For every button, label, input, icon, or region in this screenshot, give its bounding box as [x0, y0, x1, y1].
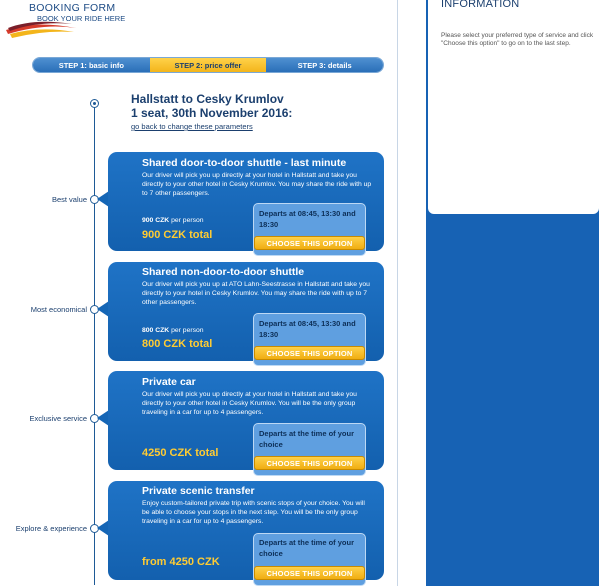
choose-option-button[interactable]: CHOOSE THIS OPTION	[254, 456, 365, 470]
booking-form-title: BOOKING FORM	[29, 2, 116, 14]
category-label-best-value: Best value	[51, 195, 87, 204]
change-parameters-link[interactable]: go back to change these parameters	[131, 122, 253, 131]
per-person-suffix: per person	[169, 217, 204, 224]
booking-form-subtitle: BOOK YOUR RIDE HERE	[37, 14, 126, 23]
option-total-price: from 4250 CZK	[142, 556, 220, 568]
option-title: Shared door-to-door shuttle - last minute	[142, 157, 347, 169]
option-title: Shared non-door-to-door shuttle	[142, 266, 305, 278]
timeline-origin-icon	[90, 99, 99, 108]
per-person-amount: 900 CZK	[142, 217, 170, 224]
option-description: Enjoy custom-tailored private trip with scenic stops of your choice. You will be able to choose your stops in the next step. You will be the only group traveling in a car for up to 4 passengers.	[142, 500, 365, 525]
option-description: Our driver will pick you up at ATO Lahn-Seestrasse in Hallstatt and take you directly to your hotel in Cesky Krumlov. You may share the ride with up to 7 other passengers.	[142, 281, 370, 306]
choose-option-button[interactable]: CHOOSE THIS OPTION	[254, 236, 365, 250]
per-person-price	[142, 217, 204, 224]
choose-option-button[interactable]: CHOOSE THIS OPTION	[254, 566, 365, 580]
timeline-line	[94, 103, 95, 585]
choose-option-button[interactable]: CHOOSE THIS OPTION	[254, 346, 365, 360]
option-description: Our driver will pick you up directly at your hotel in Hallstatt and take you directly to your other hotel in Cesky Krumlov. You may share the ride with up to 7 other passengers.	[142, 172, 372, 197]
information-title: INFORMATION	[441, 0, 520, 10]
departure-times: Departs at 08:45, 13:30 and 18:30	[259, 209, 356, 229]
option-title: Private scenic transfer	[142, 485, 255, 497]
category-label-most-economical: Most economical	[30, 305, 87, 314]
option-title: Private car	[142, 376, 196, 388]
departure-times: Departs at the time of your choice	[259, 538, 355, 558]
per-person-suffix: per person	[169, 327, 204, 334]
departure-times: Departs at 08:45, 13:30 and 18:30	[259, 319, 356, 339]
per-person-amount: 800 CZK	[142, 327, 170, 334]
category-label-exclusive-service: Exclusive service	[29, 414, 87, 423]
option-total-price: 900 CZK total	[142, 229, 213, 241]
route-heading	[131, 92, 292, 120]
option-total-price: 4250 CZK total	[142, 447, 219, 459]
step-price-offer[interactable]: STEP 2: price offer	[150, 58, 267, 72]
departure-times: Departs at the time of your choice	[259, 429, 355, 449]
step-basic-info[interactable]: STEP 1: basic info	[33, 58, 150, 72]
route-date-line: 1 seat, 30th November 2016:	[131, 106, 293, 120]
category-label-explore-experience: Explore & experience	[15, 524, 87, 533]
step-details[interactable]: STEP 3: details	[266, 58, 383, 72]
step-progress-bar	[32, 57, 384, 73]
route-line: Hallstatt to Cesky Krumlov	[131, 92, 284, 106]
information-text: Please select your preferred type of service and click "Choose this option" to go on to the last step.	[441, 32, 594, 47]
option-total-price: 800 CZK total	[142, 338, 213, 350]
per-person-price	[142, 327, 204, 334]
option-description: Our driver will pick you up directly at your hotel in Hallstatt and take you directly to your other hotel in Cesky Krumlov. You will be the only group traveling in a car for up to 4 passengers.	[142, 391, 357, 416]
